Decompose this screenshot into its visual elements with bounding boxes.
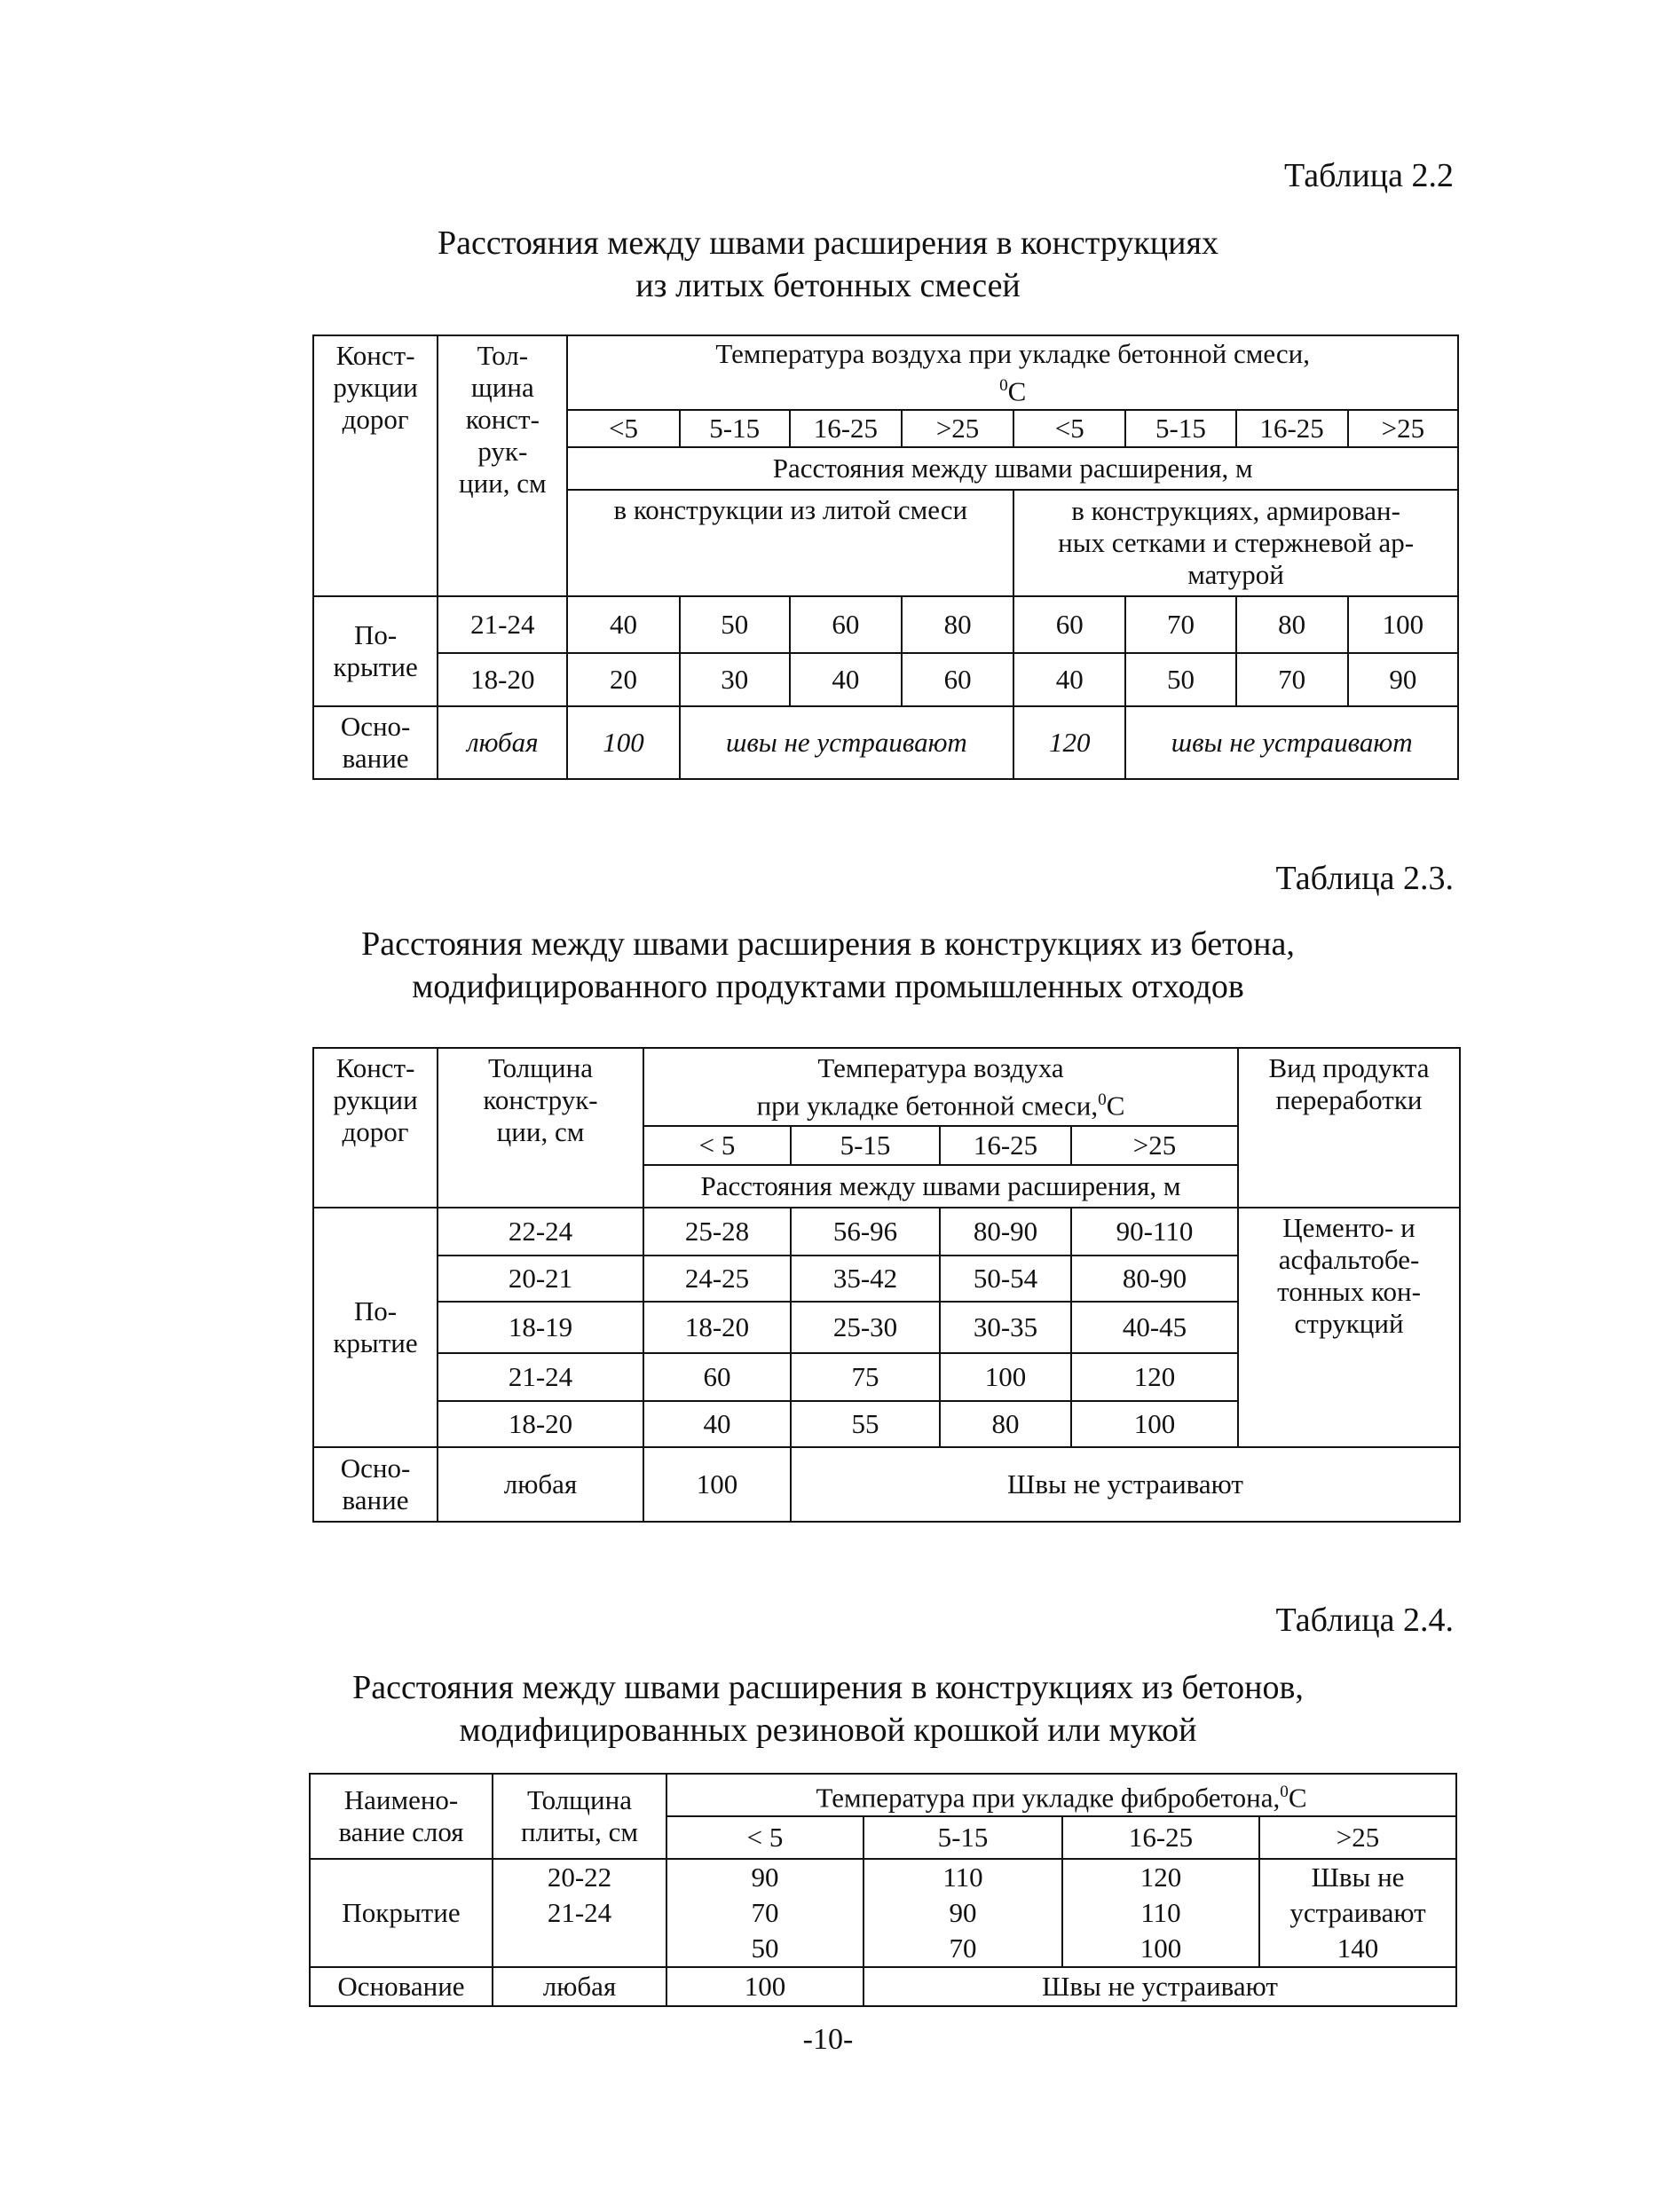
table-2-3-title	[0, 923, 1656, 1008]
value-cell: 30	[680, 653, 790, 706]
value-cell: 25-30	[791, 1302, 940, 1353]
temp-range: < 5	[666, 1816, 863, 1859]
table-2-4-title	[0, 1666, 1656, 1751]
value-cell: 80	[940, 1401, 1071, 1447]
value-cell: 70	[666, 1895, 863, 1931]
table-2-4-caption: Таблица 2.4.	[1275, 1602, 1454, 1639]
value-cell: 75	[791, 1353, 940, 1401]
row-thickness: любая	[438, 706, 567, 779]
header-thickness: Толщина плиты, см	[493, 1774, 666, 1859]
value-cell: Швы не	[1259, 1859, 1456, 1895]
value-cell: 40-45	[1071, 1302, 1238, 1353]
value-cell: 80-90	[940, 1208, 1071, 1256]
temp-range: 5-15	[680, 410, 790, 447]
value-cell: 50	[680, 596, 790, 653]
header-layer-name: Наимено- вание слоя	[310, 1774, 493, 1859]
value-cell: 50	[666, 1931, 863, 1967]
value-cell: 110	[863, 1859, 1062, 1895]
value-cell: 100	[1062, 1931, 1259, 1967]
no-joints-cell: швы не устраивают	[1125, 706, 1458, 779]
table-2-2-title	[0, 222, 1656, 307]
row-thickness: 20-21	[438, 1256, 643, 1302]
no-joints-cell: Швы не устраивают	[791, 1447, 1460, 1522]
header-cast-mix: в конструкции из литой смеси	[567, 490, 1013, 596]
value-cell: 80	[902, 596, 1013, 653]
value-cell: 30-35	[940, 1302, 1071, 1353]
temp-range: 16-25	[940, 1126, 1071, 1165]
value-cell: 60	[643, 1353, 791, 1401]
table-2-4	[309, 1773, 1457, 2007]
value-cell: 120	[1071, 1353, 1238, 1401]
row-thickness	[493, 1931, 666, 1967]
temp-range: 16-25	[1062, 1816, 1259, 1859]
title-line: модифицированных резиновой крошкой или мукой	[459, 1712, 1197, 1749]
row-label-cover: По- крытие	[313, 596, 438, 706]
temp-range: 16-25	[790, 410, 902, 447]
title-line: модифицированного продуктами промышленных отходов	[412, 968, 1244, 1005]
value-cell: 20	[567, 653, 679, 706]
header-temperature: Температура воздуха при укладке бетонной смеси, $^0$С	[567, 335, 1458, 410]
value-cell: 55	[791, 1401, 940, 1447]
row-thickness: 21-24	[493, 1895, 666, 1931]
value-cell: 60	[902, 653, 1013, 706]
value-cell: 100	[567, 706, 679, 779]
value-cell: 24-25	[643, 1256, 791, 1302]
row-thickness: 18-19	[438, 1302, 643, 1353]
row-thickness: любая	[438, 1447, 643, 1522]
value-cell: 70	[1125, 596, 1235, 653]
row-thickness: 20-22	[493, 1859, 666, 1895]
temp-range: < 5	[643, 1126, 791, 1165]
value-cell: 50	[1125, 653, 1235, 706]
page-number: -10-	[802, 2023, 854, 2056]
header-thickness: Тол- щина конст- рук- ции, см	[438, 335, 567, 596]
temp-range: 5-15	[791, 1126, 940, 1165]
table-2-2	[312, 335, 1459, 780]
value-cell: 40	[1013, 653, 1125, 706]
value-cell: 140	[1259, 1931, 1456, 1967]
row-label-base: Основание	[310, 1967, 493, 2006]
table-2-2-caption: Таблица 2.2	[1283, 157, 1454, 194]
temp-range: >25	[902, 410, 1013, 447]
value-cell: 90	[1348, 653, 1458, 706]
title-line: Расстояния между швами расширения в конструкциях из бетона,	[361, 925, 1295, 963]
value-cell: 35-42	[791, 1256, 940, 1302]
value-cell: 90	[863, 1895, 1062, 1931]
value-cell: 120	[1062, 1859, 1259, 1895]
value-cell: 40	[567, 596, 679, 653]
table-2-3	[312, 1047, 1461, 1523]
value-cell: 100	[1071, 1401, 1238, 1447]
value-cell: 40	[790, 653, 902, 706]
row-thickness: 18-20	[438, 653, 567, 706]
no-joints-cell: Швы не устраивают	[863, 1967, 1456, 2006]
temp-range: >25	[1348, 410, 1458, 447]
value-cell: 90-110	[1071, 1208, 1238, 1256]
value-cell: 100	[643, 1447, 791, 1522]
row-label-base: Осно- вание	[313, 1447, 438, 1522]
title-line: Расстояния между швами расширения в конструкциях из бетонов,	[352, 1669, 1304, 1706]
row-label-base: Осно- вание	[313, 706, 438, 779]
temp-range: 16-25	[1236, 410, 1348, 447]
value-cell: 70	[1236, 653, 1348, 706]
temp-range: 5-15	[1125, 410, 1235, 447]
temp-range: 5-15	[863, 1816, 1062, 1859]
header-temperature: Температура воздуха при укладке бетонной смеси,$^0$С	[643, 1048, 1238, 1126]
header-distance: Расстояния между швами расширения, м	[643, 1165, 1238, 1208]
table-2-3-caption: Таблица 2.3.	[1275, 860, 1454, 897]
value-cell: 56-96	[791, 1208, 940, 1256]
value-cell: 90	[666, 1859, 863, 1895]
row-label-cover: По- крытие	[313, 1208, 438, 1447]
temp-range: <5	[567, 410, 679, 447]
title-line: Расстояния между швами расширения в конструкциях	[438, 224, 1218, 262]
row-thickness: 22-24	[438, 1208, 643, 1256]
temp-range: >25	[1259, 1816, 1456, 1859]
row-thickness: 18-20	[438, 1401, 643, 1447]
header-construction: Конст- рукции дорог	[313, 335, 438, 596]
temp-range: >25	[1071, 1126, 1238, 1165]
value-cell: 80-90	[1071, 1256, 1238, 1302]
row-thickness: 21-24	[438, 1353, 643, 1401]
product-note: Цементо- и асфальтобе- тонных кон- струкций	[1238, 1208, 1460, 1447]
value-cell: устраивают	[1259, 1895, 1456, 1931]
title-line: из литых бетонных смесей	[635, 267, 1021, 304]
value-cell: 120	[1013, 706, 1125, 779]
header-temperature: Температура при укладке фибробетона,$^0$С	[666, 1774, 1456, 1816]
value-cell: 100	[940, 1353, 1071, 1401]
row-thickness: любая	[493, 1967, 666, 2006]
header-construction: Конст- рукции дорог	[313, 1048, 438, 1208]
value-cell: 60	[1013, 596, 1125, 653]
value-cell: 18-20	[643, 1302, 791, 1353]
value-cell: 50-54	[940, 1256, 1071, 1302]
header-thickness: Толщина конструк- ции, см	[438, 1048, 643, 1208]
value-cell: 80	[1236, 596, 1348, 653]
no-joints-cell: швы не устраивают	[680, 706, 1014, 779]
header-reinforced: в конструкциях, армирован- ных сетками и стержневой ар- матурой	[1013, 490, 1458, 596]
row-thickness: 21-24	[438, 596, 567, 653]
value-cell: 100	[1348, 596, 1458, 653]
value-cell: 60	[790, 596, 902, 653]
header-distance: Расстояния между швами расширения, м	[567, 447, 1458, 490]
value-cell: 110	[1062, 1895, 1259, 1931]
temp-range: <5	[1013, 410, 1125, 447]
value-cell: 70	[863, 1931, 1062, 1967]
value-cell: 40	[643, 1401, 791, 1447]
header-product-type: Вид продукта переработки	[1238, 1048, 1460, 1208]
value-cell: 25-28	[643, 1208, 791, 1256]
row-label-cover: Покрытие	[310, 1859, 493, 1967]
value-cell: 100	[666, 1967, 863, 2006]
